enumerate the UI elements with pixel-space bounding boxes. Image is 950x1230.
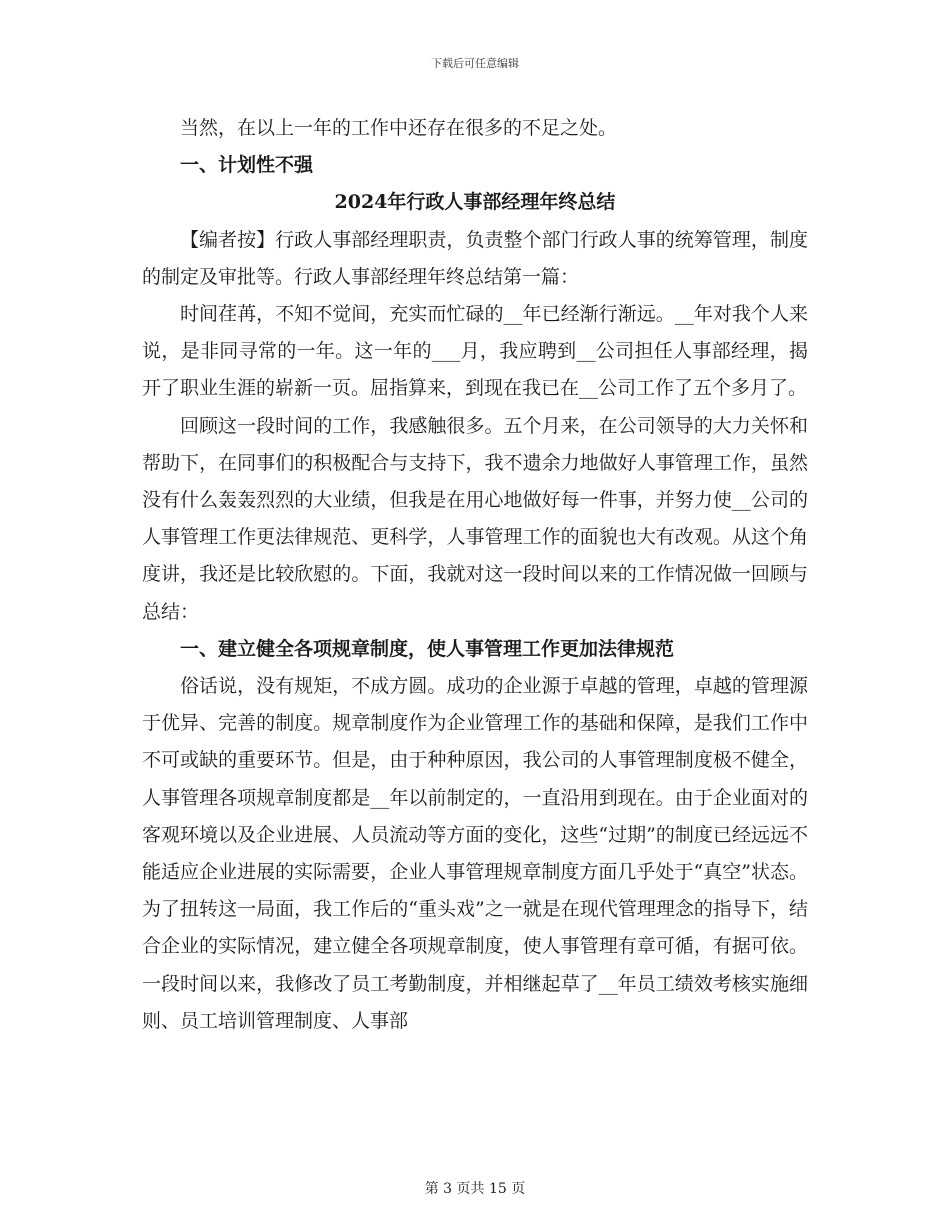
page-number-footer: 第 3 页共 15 页 xyxy=(424,1181,526,1197)
section-heading-plan: 一、计划性不强 xyxy=(180,154,314,177)
document-body xyxy=(142,110,808,1040)
paragraph-review: 回顾这一段时间的工作，我感触很多。五个月来，在公司领导的大力关怀和帮助下，在同事们的积极配合与支持下，我不遗余力地做好人事管理工作，虽然没有什么轰轰烈烈的大业绩，但我是在用心地做好每一件事，并努力使__公司的人事管理工作更法律规范、更科学，人事管理工作的面貌也大有改观。从这个角度讲，我还是比较欣慰的。下面，我就对这一段时间以来的工作情况做一回顾与总结： xyxy=(142,414,808,623)
document-title: 2024年行政人事部经理年终总结 xyxy=(334,191,616,214)
section-heading-rules: 一、建立健全各项规章制度，使人事管理工作更加法律规范 xyxy=(180,637,675,660)
paragraph-intro: 当然，在以上一年的工作中还存在很多的不足之处。 xyxy=(180,117,618,139)
paragraph-time: 时间荏苒，不知不觉间，充实而忙碌的__年已经渐行渐远。__年对我个人来说，是非同寻常的一年。这一年的___月，我应聘到__公司担任人事部经理，揭开了职业生涯的崭新一页。屈指算来，到现在我已在__公司工作了五个多月了。 xyxy=(142,303,808,400)
page-header-note: 下载后可任意编辑 xyxy=(431,57,519,70)
paragraph-rules: 俗话说，没有规矩，不成方圆。成功的企业源于卓越的管理，卓越的管理源于优异、完善的制度。规章制度作为企业管理工作的基础和保障，是我们工作中不可或缺的重要环节。但是，由于种种原因，我公司的人事管理制度极不健全，人事管理各项规章制度都是__年以前制定的，一直沿用到现在。由于企业面对的客观环境以及企业进展、人员流动等方面的变化，这些“过期”的制度已经远远不能适应企业进展的实际需要，企业人事管理规章制度方面几乎处于“真空”状态。为了扭转这一局面，我工作后的“重头戏”之一就是在现代管理理念的指导下，结合企业的实际情况，建立健全各项规章制度，使人事管理有章可循，有据可依。一段时间以来，我修改了员工考勤制度，并相继起草了__年员工绩效考核实施细则、员工培训管理制度、人事部 xyxy=(142,675,808,1032)
paragraph-editor-note: 【编者按】行政人事部经理职责，负责整个部门行政人事的统筹管理，制度的制定及审批等。行政人事部经理年终总结第一篇： xyxy=(142,228,808,288)
